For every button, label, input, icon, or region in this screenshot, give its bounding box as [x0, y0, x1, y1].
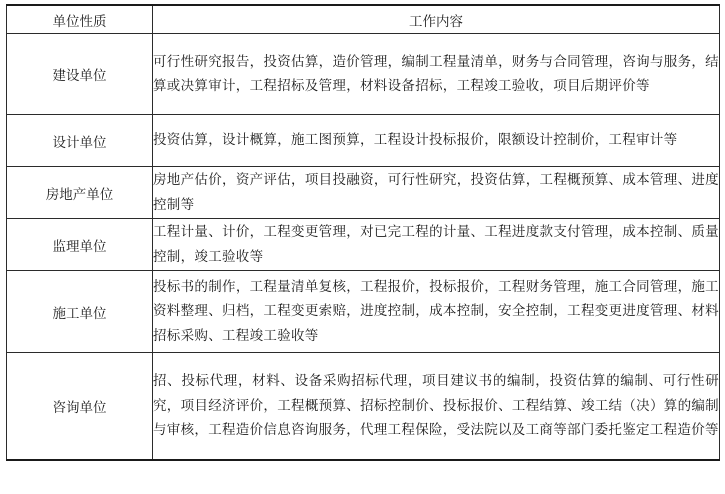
work-content-table: [6, 4, 720, 461]
unit-type-cell: 设计单位: [7, 115, 153, 167]
table-row: [7, 115, 720, 167]
table-row: [7, 219, 720, 271]
header-unit-type: 单位性质: [7, 5, 153, 34]
work-content-cell: 投标书的制作，工程量清单复核，工程报价，投标报价，工程财务管理，施工合同管理，施工资料整理、归档，工程变更索赔，进度控制，成本控制，安全控制，工程变更进度管理、材料招标采购、工程竣工验收等: [153, 271, 720, 353]
unit-type-cell: 施工单位: [7, 271, 153, 353]
table-header-row: [7, 5, 720, 34]
header-work-content: 工作内容: [153, 5, 720, 34]
table-row: [7, 34, 720, 115]
work-content-cell: 可行性研究报告，投资估算，造价管理，编制工程量清单，财务与合同管理，咨询与服务，结算或决算审计，工程招标及管理，材料设备招标，工程竣工验收，项目后期评价等: [153, 34, 720, 115]
table-row: [7, 353, 720, 461]
unit-type-cell: 房地产单位: [7, 167, 153, 219]
unit-type-cell: 建设单位: [7, 34, 153, 115]
table-row: [7, 167, 720, 219]
work-content-cell: 工程计量、计价，工程变更管理，对已完工程的计量、工程进度款支付管理，成本控制、质量控制，竣工验收等: [153, 219, 720, 271]
unit-type-cell: 监理单位: [7, 219, 153, 271]
table-row: [7, 271, 720, 353]
work-content-cell: 投资估算，设计概算，施工图预算，工程设计投标报价，限额设计控制价，工程审计等: [153, 115, 720, 167]
work-content-cell: 房地产估价，资产评估，项目投融资，可行性研究，投资估算，工程概预算、成本管理、进度控制等: [153, 167, 720, 219]
unit-type-cell: 咨询单位: [7, 353, 153, 461]
work-content-cell: 招、投标代理，材料、设备采购招标代理，项目建议书的编制，投资估算的编制、可行性研究，项目经济评价，工程概预算、招标控制价、投标报价、工程结算、竣工结（决）算的编制与审核，工程造价信息咨询服务，代理工程保险，受法院以及工商等部门委托鉴定工程造价等: [153, 353, 720, 461]
